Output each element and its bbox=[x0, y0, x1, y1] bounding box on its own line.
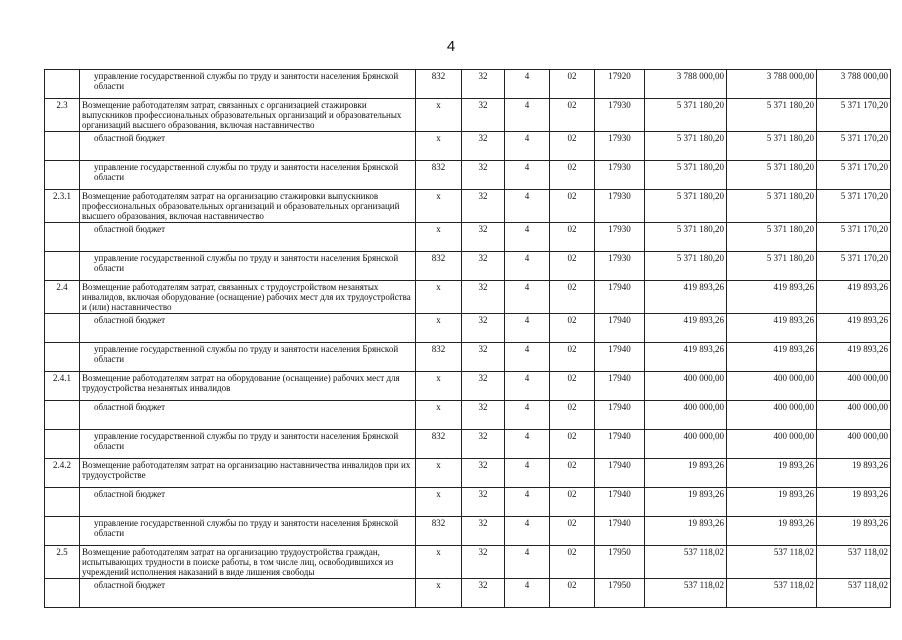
code-cell-1: x bbox=[416, 488, 462, 517]
amount-cell-3: 419 893,26 bbox=[817, 281, 891, 314]
row-number-cell bbox=[45, 223, 80, 252]
amount-cell-1: 19 893,26 bbox=[645, 459, 727, 488]
code-cell-3: 4 bbox=[505, 223, 550, 252]
amount-cell-2: 537 118,02 bbox=[727, 546, 817, 579]
code-cell-2: 32 bbox=[462, 70, 505, 99]
amount-cell-2: 419 893,26 bbox=[727, 314, 817, 343]
code-cell-5: 17940 bbox=[595, 314, 645, 343]
description-cell: областной бюджет bbox=[80, 488, 416, 517]
row-number-cell: 2.3.1 bbox=[45, 190, 80, 223]
amount-cell-3: 19 893,26 bbox=[817, 459, 891, 488]
code-cell-5: 17940 bbox=[595, 488, 645, 517]
amount-cell-3: 5 371 170,20 bbox=[817, 252, 891, 281]
amount-cell-1: 19 893,26 bbox=[645, 517, 727, 546]
description-cell: управление государственной службы по труду и занятости населения Брянской области bbox=[80, 161, 416, 190]
code-cell-2: 32 bbox=[462, 343, 505, 372]
description-cell: управление государственной службы по труду и занятости населения Брянской области bbox=[80, 70, 416, 99]
code-cell-5: 17940 bbox=[595, 343, 645, 372]
code-cell-3: 4 bbox=[505, 70, 550, 99]
amount-cell-2: 3 788 000,00 bbox=[727, 70, 817, 99]
amount-cell-3: 537 118,02 bbox=[817, 546, 891, 579]
code-cell-4: 02 bbox=[550, 546, 595, 579]
code-cell-5: 17940 bbox=[595, 459, 645, 488]
row-number-cell bbox=[45, 343, 80, 372]
code-cell-1: x bbox=[416, 401, 462, 430]
page-number: 4 bbox=[446, 38, 456, 55]
description-cell: управление государственной службы по труду и занятости населения Брянской области bbox=[80, 430, 416, 459]
amount-cell-2: 5 371 180,20 bbox=[727, 99, 817, 132]
code-cell-2: 32 bbox=[462, 190, 505, 223]
code-cell-2: 32 bbox=[462, 161, 505, 190]
description-cell: Возмещение работодателям затрат на организацию трудоустройства граждан, испытывающих трудности в поиске работы, в том числе лиц, освободившихся из учреждений исполнения наказаний в виде лишения свободы bbox=[80, 546, 416, 579]
amount-cell-3: 400 000,00 bbox=[817, 430, 891, 459]
code-cell-5: 17940 bbox=[595, 372, 645, 401]
code-cell-5: 17930 bbox=[595, 190, 645, 223]
code-cell-4: 02 bbox=[550, 517, 595, 546]
code-cell-3: 4 bbox=[505, 430, 550, 459]
row-number-cell: 2.5 bbox=[45, 546, 80, 579]
amount-cell-1: 419 893,26 bbox=[645, 281, 727, 314]
table-row bbox=[45, 314, 891, 343]
amount-cell-1: 537 118,02 bbox=[645, 546, 727, 579]
amount-cell-3: 537 118,02 bbox=[817, 579, 891, 608]
amount-cell-2: 537 118,02 bbox=[727, 579, 817, 608]
code-cell-5: 17930 bbox=[595, 252, 645, 281]
code-cell-3: 4 bbox=[505, 281, 550, 314]
code-cell-3: 4 bbox=[505, 343, 550, 372]
amount-cell-1: 5 371 180,20 bbox=[645, 132, 727, 161]
code-cell-4: 02 bbox=[550, 132, 595, 161]
amount-cell-1: 537 118,02 bbox=[645, 579, 727, 608]
row-number-cell bbox=[45, 401, 80, 430]
code-cell-3: 4 bbox=[505, 579, 550, 608]
code-cell-1: 832 bbox=[416, 343, 462, 372]
amount-cell-3: 400 000,00 bbox=[817, 372, 891, 401]
table-row bbox=[45, 517, 891, 546]
code-cell-2: 32 bbox=[462, 281, 505, 314]
amount-cell-3: 419 893,26 bbox=[817, 343, 891, 372]
code-cell-5: 17930 bbox=[595, 99, 645, 132]
row-number-cell: 2.3 bbox=[45, 99, 80, 132]
code-cell-2: 32 bbox=[462, 579, 505, 608]
amount-cell-1: 3 788 000,00 bbox=[645, 70, 727, 99]
table-row bbox=[45, 401, 891, 430]
code-cell-1: 832 bbox=[416, 517, 462, 546]
code-cell-1: 832 bbox=[416, 252, 462, 281]
code-cell-1: x bbox=[416, 132, 462, 161]
code-cell-1: x bbox=[416, 99, 462, 132]
amount-cell-2: 19 893,26 bbox=[727, 488, 817, 517]
code-cell-3: 4 bbox=[505, 546, 550, 579]
code-cell-1: x bbox=[416, 223, 462, 252]
code-cell-1: x bbox=[416, 190, 462, 223]
code-cell-3: 4 bbox=[505, 517, 550, 546]
amount-cell-3: 400 000,00 bbox=[817, 401, 891, 430]
code-cell-5: 17950 bbox=[595, 579, 645, 608]
description-cell: областной бюджет bbox=[80, 401, 416, 430]
table-row bbox=[45, 343, 891, 372]
amount-cell-1: 19 893,26 bbox=[645, 488, 727, 517]
table-row bbox=[45, 190, 891, 223]
table-row bbox=[45, 252, 891, 281]
code-cell-3: 4 bbox=[505, 132, 550, 161]
code-cell-1: x bbox=[416, 314, 462, 343]
amount-cell-3: 5 371 170,20 bbox=[817, 132, 891, 161]
description-cell: управление государственной службы по труду и занятости населения Брянской области bbox=[80, 517, 416, 546]
table-row bbox=[45, 579, 891, 608]
code-cell-2: 32 bbox=[462, 252, 505, 281]
amount-cell-1: 5 371 180,20 bbox=[645, 223, 727, 252]
row-number-cell bbox=[45, 70, 80, 99]
row-number-cell: 2.4 bbox=[45, 281, 80, 314]
code-cell-2: 32 bbox=[462, 430, 505, 459]
code-cell-2: 32 bbox=[462, 223, 505, 252]
code-cell-4: 02 bbox=[550, 343, 595, 372]
row-number-cell: 2.4.2 bbox=[45, 459, 80, 488]
amount-cell-2: 5 371 180,20 bbox=[727, 161, 817, 190]
code-cell-4: 02 bbox=[550, 459, 595, 488]
amount-cell-1: 5 371 180,20 bbox=[645, 161, 727, 190]
table-row bbox=[45, 132, 891, 161]
code-cell-1: x bbox=[416, 459, 462, 488]
budget-table bbox=[44, 69, 891, 608]
table-row bbox=[45, 372, 891, 401]
code-cell-1: 832 bbox=[416, 430, 462, 459]
row-number-cell bbox=[45, 517, 80, 546]
code-cell-5: 17930 bbox=[595, 161, 645, 190]
table-row bbox=[45, 99, 891, 132]
amount-cell-2: 5 371 180,20 bbox=[727, 190, 817, 223]
amount-cell-2: 400 000,00 bbox=[727, 372, 817, 401]
code-cell-2: 32 bbox=[462, 488, 505, 517]
code-cell-5: 17930 bbox=[595, 132, 645, 161]
amount-cell-1: 5 371 180,20 bbox=[645, 190, 727, 223]
code-cell-4: 02 bbox=[550, 223, 595, 252]
amount-cell-1: 5 371 180,20 bbox=[645, 99, 727, 132]
row-number-cell bbox=[45, 132, 80, 161]
table-row bbox=[45, 546, 891, 579]
code-cell-4: 02 bbox=[550, 99, 595, 132]
code-cell-1: x bbox=[416, 281, 462, 314]
amount-cell-2: 419 893,26 bbox=[727, 343, 817, 372]
row-number-cell bbox=[45, 314, 80, 343]
description-cell: областной бюджет bbox=[80, 223, 416, 252]
code-cell-5: 17940 bbox=[595, 517, 645, 546]
code-cell-2: 32 bbox=[462, 459, 505, 488]
amount-cell-3: 5 371 170,20 bbox=[817, 223, 891, 252]
code-cell-3: 4 bbox=[505, 314, 550, 343]
code-cell-5: 17920 bbox=[595, 70, 645, 99]
table-row bbox=[45, 161, 891, 190]
amount-cell-3: 19 893,26 bbox=[817, 488, 891, 517]
code-cell-1: x bbox=[416, 372, 462, 401]
amount-cell-2: 5 371 180,20 bbox=[727, 223, 817, 252]
amount-cell-3: 5 371 170,20 bbox=[817, 190, 891, 223]
table-row bbox=[45, 223, 891, 252]
code-cell-4: 02 bbox=[550, 488, 595, 517]
code-cell-2: 32 bbox=[462, 372, 505, 401]
amount-cell-3: 419 893,26 bbox=[817, 314, 891, 343]
code-cell-3: 4 bbox=[505, 372, 550, 401]
table-row bbox=[45, 488, 891, 517]
code-cell-3: 4 bbox=[505, 99, 550, 132]
code-cell-3: 4 bbox=[505, 401, 550, 430]
table-row bbox=[45, 70, 891, 99]
description-cell: Возмещение работодателям затрат на оборудование (оснащение) рабочих мест для трудоустройства незанятых инвалидов bbox=[80, 372, 416, 401]
code-cell-3: 4 bbox=[505, 190, 550, 223]
row-number-cell bbox=[45, 579, 80, 608]
code-cell-4: 02 bbox=[550, 161, 595, 190]
table-row bbox=[45, 459, 891, 488]
amount-cell-2: 5 371 180,20 bbox=[727, 252, 817, 281]
code-cell-2: 32 bbox=[462, 546, 505, 579]
amount-cell-3: 5 371 170,20 bbox=[817, 161, 891, 190]
code-cell-2: 32 bbox=[462, 314, 505, 343]
description-cell: областной бюджет bbox=[80, 579, 416, 608]
code-cell-2: 32 bbox=[462, 99, 505, 132]
table-row bbox=[45, 281, 891, 314]
code-cell-2: 32 bbox=[462, 517, 505, 546]
code-cell-4: 02 bbox=[550, 281, 595, 314]
code-cell-1: x bbox=[416, 546, 462, 579]
amount-cell-2: 400 000,00 bbox=[727, 430, 817, 459]
amount-cell-3: 3 788 000,00 bbox=[817, 70, 891, 99]
description-cell: управление государственной службы по труду и занятости населения Брянской области bbox=[80, 252, 416, 281]
row-number-cell bbox=[45, 252, 80, 281]
code-cell-3: 4 bbox=[505, 459, 550, 488]
amount-cell-2: 19 893,26 bbox=[727, 517, 817, 546]
code-cell-4: 02 bbox=[550, 579, 595, 608]
code-cell-1: 832 bbox=[416, 161, 462, 190]
code-cell-4: 02 bbox=[550, 190, 595, 223]
description-cell: Возмещение работодателям затрат на организацию стажировки выпускников профессиональных образовательных организаций и образовательных организаций высшего образования, включая наставничество bbox=[80, 190, 416, 223]
code-cell-5: 17940 bbox=[595, 401, 645, 430]
code-cell-4: 02 bbox=[550, 430, 595, 459]
amount-cell-1: 419 893,26 bbox=[645, 314, 727, 343]
amount-cell-2: 419 893,26 bbox=[727, 281, 817, 314]
code-cell-5: 17940 bbox=[595, 430, 645, 459]
amount-cell-1: 419 893,26 bbox=[645, 343, 727, 372]
description-cell: областной бюджет bbox=[80, 314, 416, 343]
code-cell-3: 4 bbox=[505, 161, 550, 190]
amount-cell-3: 19 893,26 bbox=[817, 517, 891, 546]
row-number-cell: 2.4.1 bbox=[45, 372, 80, 401]
code-cell-5: 17950 bbox=[595, 546, 645, 579]
code-cell-4: 02 bbox=[550, 314, 595, 343]
code-cell-4: 02 bbox=[550, 372, 595, 401]
description-cell: областной бюджет bbox=[80, 132, 416, 161]
row-number-cell bbox=[45, 430, 80, 459]
description-cell: управление государственной службы по труду и занятости населения Брянской области bbox=[80, 343, 416, 372]
description-cell: Возмещение работодателям затрат на организацию наставничества инвалидов при их трудоустройстве bbox=[80, 459, 416, 488]
amount-cell-2: 5 371 180,20 bbox=[727, 132, 817, 161]
code-cell-4: 02 bbox=[550, 70, 595, 99]
code-cell-5: 17940 bbox=[595, 281, 645, 314]
code-cell-3: 4 bbox=[505, 488, 550, 517]
description-cell: Возмещение работодателям затрат, связанных с организацией стажировки выпускников профессиональных образовательных организаций и образовательных организаций высшего образования, включая наставничество bbox=[80, 99, 416, 132]
amount-cell-1: 400 000,00 bbox=[645, 401, 727, 430]
description-cell: Возмещение работодателям затрат, связанных с трудоустройством незанятых инвалидов, включая оборудование (оснащение) рабочих мест для их трудоустройства и (или) наставничество bbox=[80, 281, 416, 314]
amount-cell-2: 19 893,26 bbox=[727, 459, 817, 488]
table-row bbox=[45, 430, 891, 459]
code-cell-2: 32 bbox=[462, 132, 505, 161]
row-number-cell bbox=[45, 488, 80, 517]
amount-cell-1: 400 000,00 bbox=[645, 372, 727, 401]
amount-cell-1: 5 371 180,20 bbox=[645, 252, 727, 281]
code-cell-5: 17930 bbox=[595, 223, 645, 252]
amount-cell-2: 400 000,00 bbox=[727, 401, 817, 430]
amount-cell-3: 5 371 170,20 bbox=[817, 99, 891, 132]
amount-cell-1: 400 000,00 bbox=[645, 430, 727, 459]
code-cell-1: x bbox=[416, 579, 462, 608]
table-body bbox=[45, 70, 891, 608]
row-number-cell bbox=[45, 161, 80, 190]
code-cell-4: 02 bbox=[550, 252, 595, 281]
code-cell-4: 02 bbox=[550, 401, 595, 430]
code-cell-1: 832 bbox=[416, 70, 462, 99]
code-cell-2: 32 bbox=[462, 401, 505, 430]
code-cell-3: 4 bbox=[505, 252, 550, 281]
